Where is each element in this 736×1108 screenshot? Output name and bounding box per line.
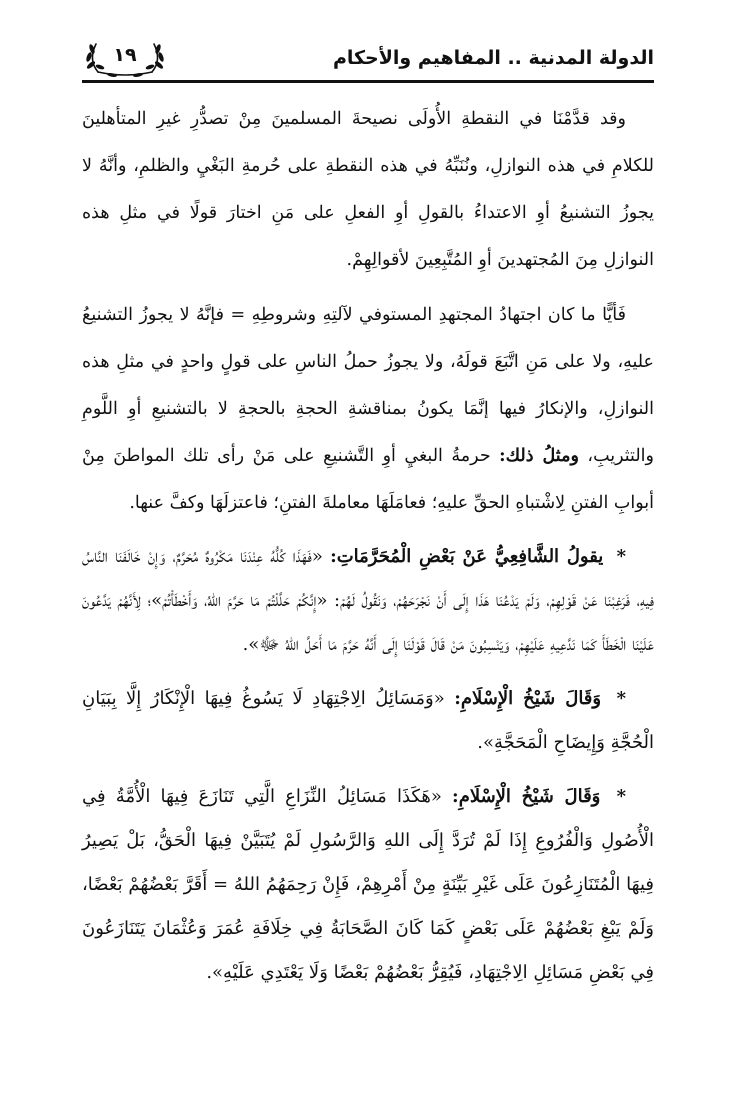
header-rule	[82, 80, 654, 83]
page-number-badge	[82, 38, 168, 78]
quote-lead: وَقَالَ شَيْخُ الْإِسْلَامِ:	[454, 688, 602, 709]
quote-text: «هَكَذَا مَسَائِلُ النِّزَاعِ الَّتِي تَنَازَعَ فِيهَا الْأُمَّةُ فِي الْأُصُولِ وَالْفُرُوعِ إِذَا لَمْ تُرَدَّ إِلَى اللهِ وَالرَّسُولِ لَمْ يُتَبَيَّنْ فِيهَا الْحَقُّ، بَلْ يَصِيرُ فِيهَا الْمُتَنَازِعُونَ عَلَى غَيْرِ بَيِّنَةٍ مِنْ أَمْرِهِمْ، فَإِنْ رَحِمَهُمُ اللهُ = أَقَرَّ بَعْضُهُمْ بَعْضًا، وَلَمْ يَبْغِ بَعْضُهُمْ عَلَى بَعْضٍ كَمَا كَانَ الصَّحَابَةُ فِي خِلَافَةِ عُمَرَ وَعُثْمَانَ يَتَنَازَعُونَ فِي بَعْضِ مَسَائِلِ الِاجْتِهَادِ، فَيُقِرُّ بَعْضُهُمْ بَعْضًا وَلَا يَعْتَدِي عَلَيْهِ».	[82, 786, 654, 983]
quote-shaykh-1	[82, 677, 654, 765]
page-header	[82, 38, 654, 78]
running-title: الدولة المدنية .. المفاهيم والأحكام	[332, 47, 654, 69]
quote-shaykh-2	[82, 775, 654, 995]
paragraph-rest: حرمةُ البغيِ أوِ التَّشنيعِ على مَنْ رأى تلك المواطنَ مِنْ أبوابِ الفتنِ لِاشْتباهِ الحقِّ عليهِ؛ فعامَلَهَا معاملةَ الفتنِ؛ فاعتزلَهَا وكفَّ عنها.	[82, 446, 654, 513]
paragraph-2	[82, 292, 654, 527]
paragraph-lead: ومثلُ ذلك:	[499, 446, 579, 466]
page-number: ١٩	[113, 44, 137, 66]
page-body	[82, 96, 654, 1005]
paragraph-text: وقد قدَّمْنَا في النقطةِ الأُولَى نصيحةَ المسلمينَ مِنْ تصدُّرِ غيرِ المتأهلينَ للكلامِ في هذه النوازلِ، ونُنَبِّهُ في هذه النقطةِ على حُرمةِ البَغْيِ والظلمِ، وأنَّهُ لا يجوزُ التشنيعُ أوِ الاعتداءُ بالقولِ أوِ الفعلِ على مَنِ اختارَ قولًا في مثلِ هذه النوازلِ مِنَ المُجتهدينَ أوِ المُتَّبِعِينَ لأقوالِهِمْ.	[82, 109, 654, 270]
quote-lead: وَقَالَ شَيْخُ الْإِسْلَامِ:	[452, 786, 601, 807]
paragraph-1	[82, 96, 654, 284]
quote-text: «فَهَذَا كُلُّهُ عِنْدَنَا مَكْرُوهٌ مُحَرَّمٌ، وَإِنْ خَالَفَنَا النَّاسُ فِيهِ، فَرَغِبْنَا عَنْ قَوْلِهِمْ، وَلَمْ يَدْعُنَا هَذَا إِلَى أَنْ نَجْرَحَهُمْ، وَنَقُولُ لَهُمْ: «إِنَّكُمْ حَلَّلْتُمْ مَا حَرَّمَ اللهُ، وَأَخْطَأْتُمْ»؛ لِأَنَّهُمْ يَدَّعُونَ عَلَيْنَا الْخَطَأَ كَمَا نَدَّعِيهِ عَلَيْهِمْ، وَيَنْسِبُونَ مَنْ قَالَ قَوْلَنَا إِلَى أَنَّهُ حَرَّمَ مَا أَحَلَّ اللهُ ﷻ».	[82, 546, 654, 655]
paragraph-text: فَأيًّا ما كان اجتهادُ المجتهدِ المستوفي لآلتِهِ وشروطِهِ = فإنَّهُ لا يجوزُ التشنيعُ عليهِ، ولا على مَنِ اتَّبَعَ قولَهُ، ولا يجوزُ حملُ الناسِ على قولٍ واحدٍ في مثلِ هذه النوازلِ، والإنكارُ فيها إنَّمَا يكونُ بمناقشةِ الحجةِ بالحجةِ لا بالتشنيعِ أوِ اللَّومِ والتثريبِ،	[82, 305, 654, 466]
bullet-star: *	[616, 786, 626, 807]
quote-text: «وَمَسَائِلُ الِاجْتِهَادِ لَا يَسُوغُ فِيهَا الْإِنْكَارُ إِلَّا بِبَيَانِ الْحُجَّةِ وَإِيضَاحِ الْمَحَجَّةِ».	[82, 688, 654, 753]
quote-lead: يقولُ الشَّافِعِيُّ عَنْ بَعْضِ الْمُحَرَّمَاتِ:	[330, 546, 604, 567]
bullet-star: *	[616, 546, 626, 567]
bullet-star: *	[616, 688, 626, 709]
quote-shafii	[82, 535, 654, 667]
